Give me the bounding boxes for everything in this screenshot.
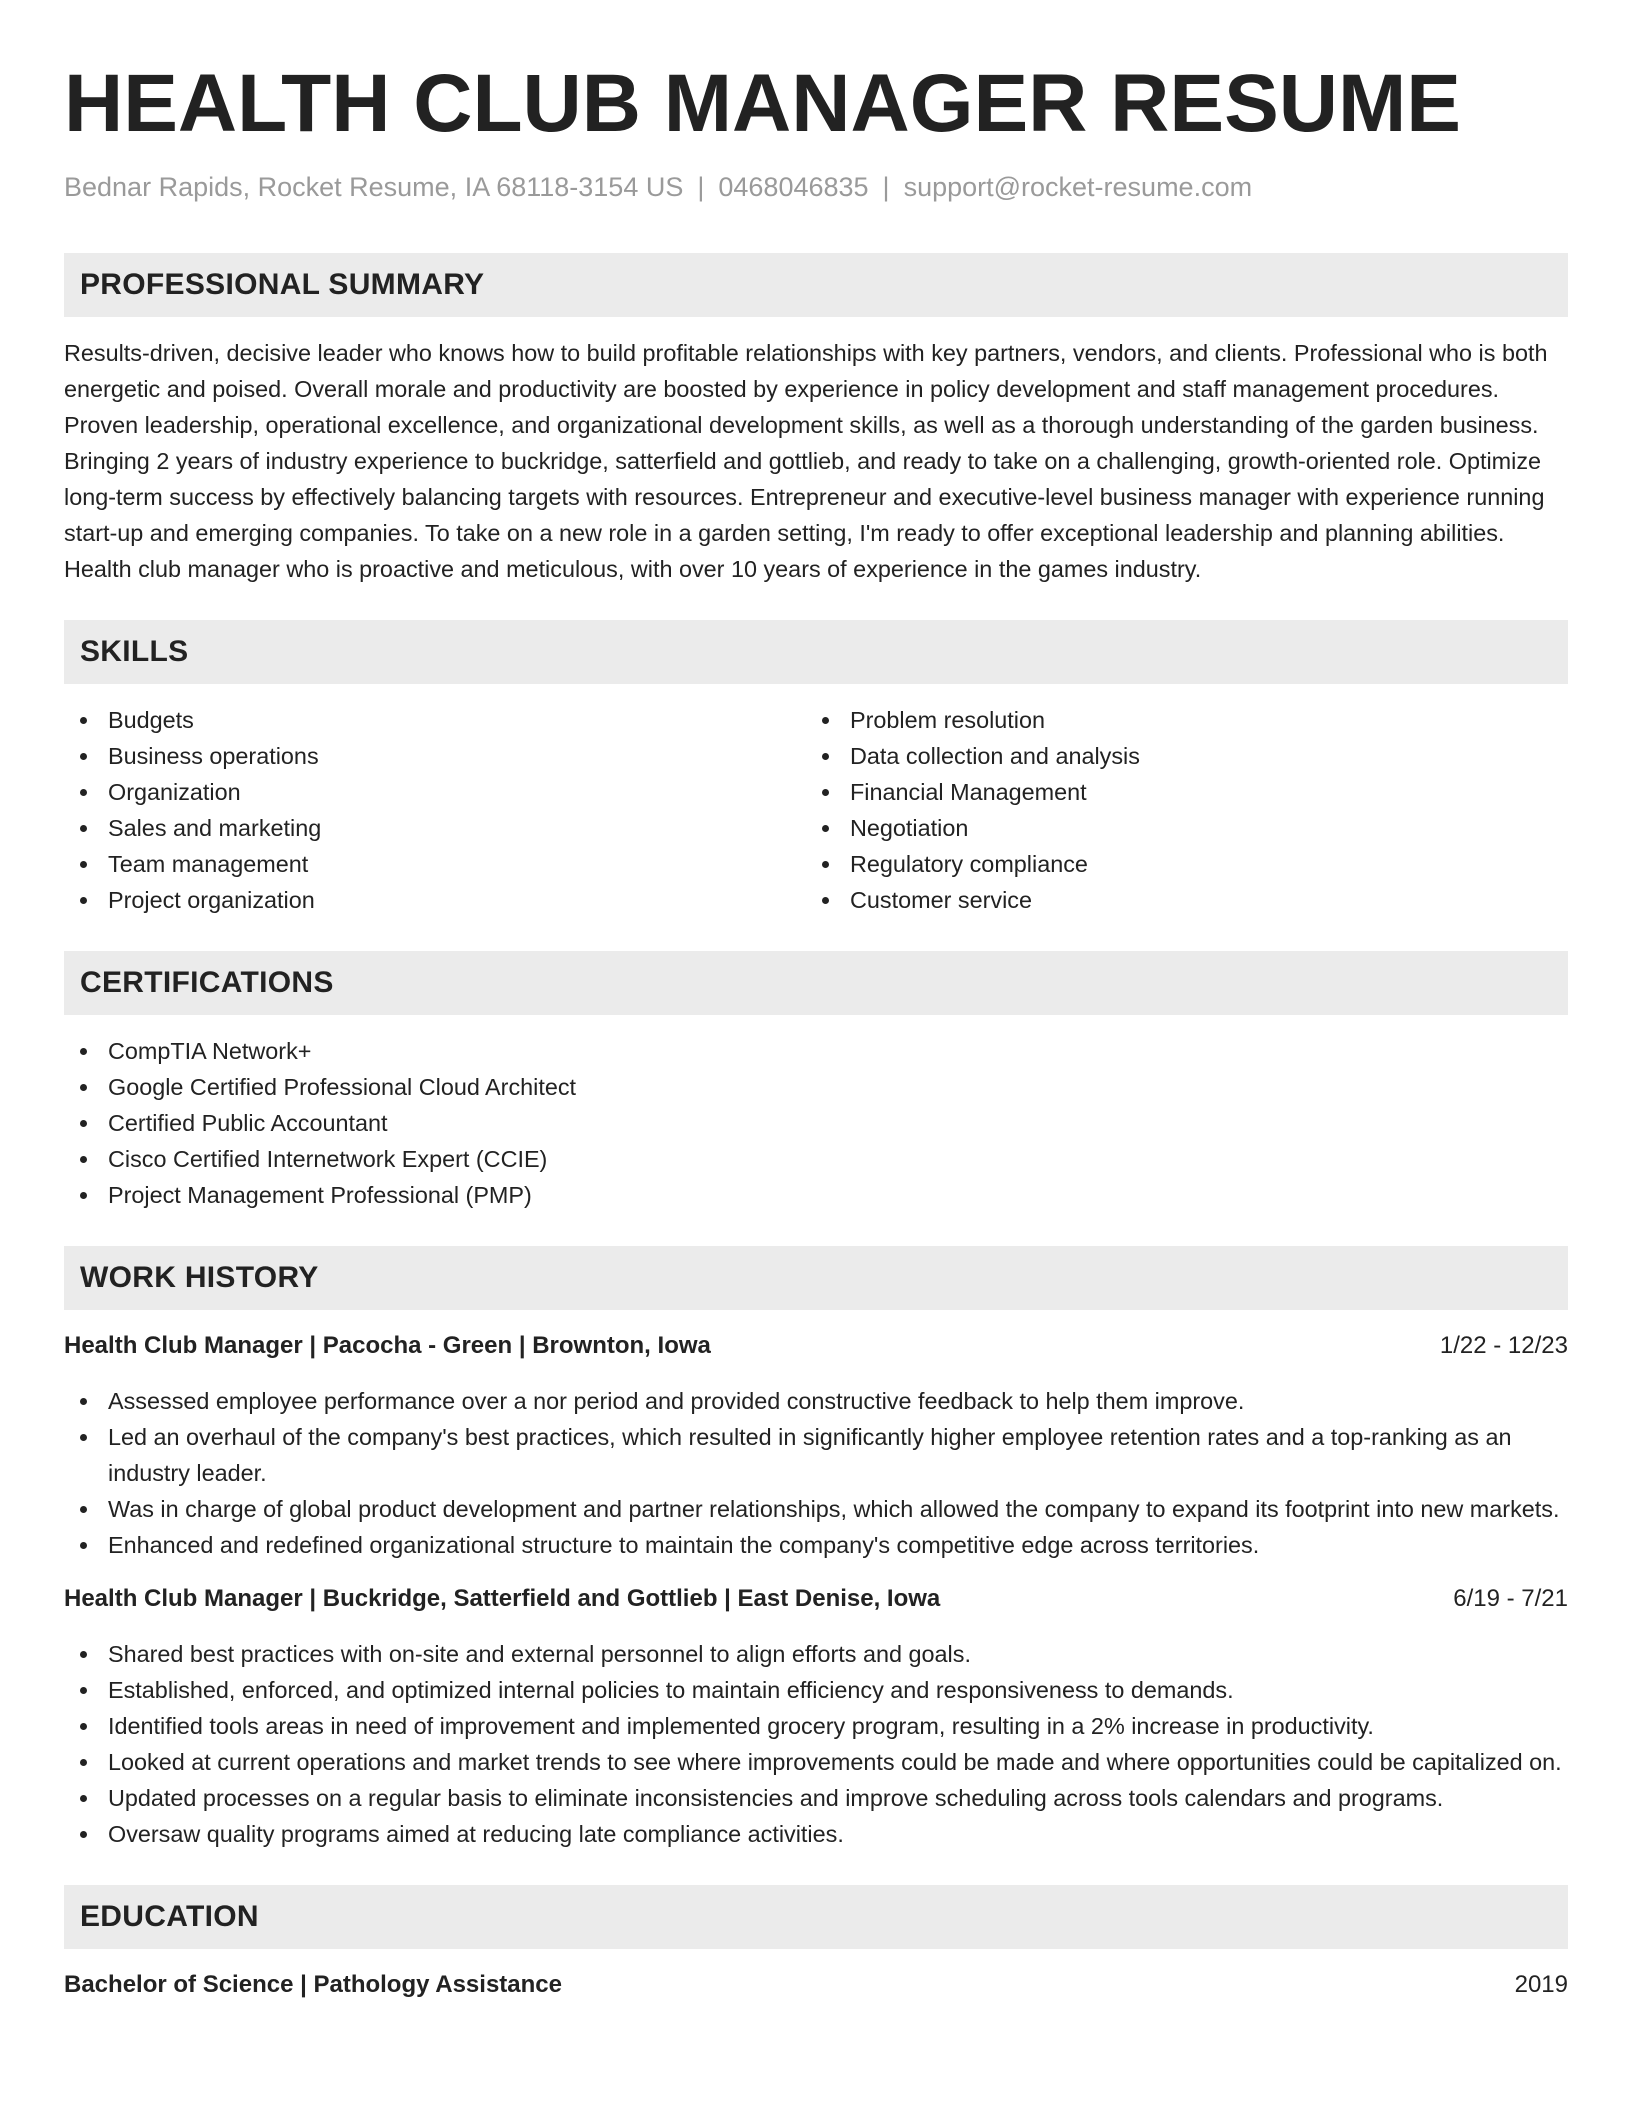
education-degree: Bachelor of Science | Pathology Assistance xyxy=(64,1971,562,1998)
skill-item: Customer service xyxy=(806,882,1548,918)
job-dates: 6/19 - 7/21 xyxy=(1453,1585,1568,1612)
skill-item: Data collection and analysis xyxy=(806,738,1548,774)
job-bullet: Shared best practices with on-site and external personnel to align efforts and goals. xyxy=(64,1636,1568,1672)
job-header xyxy=(64,1581,1568,1617)
contact-line xyxy=(64,170,1568,204)
skills-list-right xyxy=(806,702,1548,918)
certification-item: Certified Public Accountant xyxy=(64,1105,1568,1141)
job-bullet: Assessed employee performance over a nor period and provided constructive feedback to help them improve. xyxy=(64,1383,1568,1419)
section-heading-work-history: WORK HISTORY xyxy=(64,1246,1568,1310)
resume-title: HEALTH CLUB MANAGER RESUME xyxy=(64,58,1462,149)
certification-item: Google Certified Professional Cloud Architect xyxy=(64,1069,1568,1105)
skill-item: Organization xyxy=(64,774,806,810)
skill-item: Project organization xyxy=(64,882,806,918)
job-bullet: Oversaw quality programs aimed at reducing late compliance activities. xyxy=(64,1816,1568,1852)
contact-phone: 0468046835 xyxy=(718,172,869,202)
job-bullet: Established, enforced, and optimized internal policies to maintain efficiency and responsiveness to demands. xyxy=(64,1672,1568,1708)
skill-item: Negotiation xyxy=(806,810,1548,846)
skill-item: Financial Management xyxy=(806,774,1548,810)
contact-email: support@rocket-resume.com xyxy=(903,172,1253,202)
section-heading-summary: PROFESSIONAL SUMMARY xyxy=(64,253,1568,317)
skills-list-left xyxy=(64,702,806,918)
job-bullet: Led an overhaul of the company's best practices, which resulted in significantly higher employee retention rates and a top-ranking as an industry leader. xyxy=(64,1419,1568,1491)
job-bullet: Updated processes on a regular basis to eliminate inconsistencies and improve scheduling across tools calendars and programs. xyxy=(64,1780,1568,1816)
skill-item: Sales and marketing xyxy=(64,810,806,846)
education-entry xyxy=(64,1967,1568,2003)
job-bullet: Looked at current operations and market trends to see where improvements could be made and where opportunities could be capitalized on. xyxy=(64,1744,1568,1780)
job-bullets xyxy=(64,1383,1568,1563)
summary-text: Results-driven, decisive leader who knows how to build profitable relationships with key partners, vendors, and clients. Professional who is both energetic and poised. Overall morale and productivity are boosted by experience in policy development and staff management procedures. Proven leadership, operational excellence, and organizational development skills, as well as a thorough understanding of the garden business. Bringing 2 years of industry experience to buckridge, satterfield and gottlieb, and ready to take on a challenging, growth-oriented role. Optimize long-term success by effectively balancing targets with resources. Entrepreneur and executive-level business manager with experience running start-up and emerging companies. To take on a new role in a garden setting, I'm ready to offer exceptional leadership and planning abilities. Health club manager who is proactive and meticulous, with over 10 years of experience in the games industry. xyxy=(64,340,1548,582)
job-bullet: Identified tools areas in need of improvement and implemented grocery program, resulting in a 2% increase in productivity. xyxy=(64,1708,1568,1744)
job-bullet: Was in charge of global product development and partner relationships, which allowed the company to expand its footprint into new markets. xyxy=(64,1491,1568,1527)
job-bullet: Enhanced and redefined organizational structure to maintain the company's competitive edge across territories. xyxy=(64,1527,1568,1563)
section-heading-skills: SKILLS xyxy=(64,620,1568,684)
job-title: Health Club Manager | Pacocha - Green | Brownton, Iowa xyxy=(64,1332,711,1359)
skill-item: Problem resolution xyxy=(806,702,1548,738)
section-heading-certifications: CERTIFICATIONS xyxy=(64,951,1568,1015)
contact-address: Bednar Rapids, Rocket Resume, IA 68118-3154 US xyxy=(64,172,684,202)
section-heading-education: EDUCATION xyxy=(64,1885,1568,1949)
certification-item: CompTIA Network+ xyxy=(64,1033,1568,1069)
skill-item: Team management xyxy=(64,846,806,882)
skill-item: Business operations xyxy=(64,738,806,774)
job-dates: 1/22 - 12/23 xyxy=(1439,1332,1568,1359)
skills-grid xyxy=(64,702,1568,918)
skill-item: Regulatory compliance xyxy=(806,846,1548,882)
contact-separator: | xyxy=(882,172,890,202)
job-title: Health Club Manager | Buckridge, Satterfield and Gottlieb | East Denise, Iowa xyxy=(64,1585,941,1612)
skill-item: Budgets xyxy=(64,702,806,738)
contact-separator: | xyxy=(697,172,705,202)
certification-item: Cisco Certified Internetwork Expert (CCIE) xyxy=(64,1141,1568,1177)
job-header xyxy=(64,1328,1568,1364)
education-year: 2019 xyxy=(1514,1971,1568,1998)
certifications-list xyxy=(64,1033,1568,1213)
certification-item: Project Management Professional (PMP) xyxy=(64,1177,1568,1213)
job-bullets xyxy=(64,1636,1568,1852)
